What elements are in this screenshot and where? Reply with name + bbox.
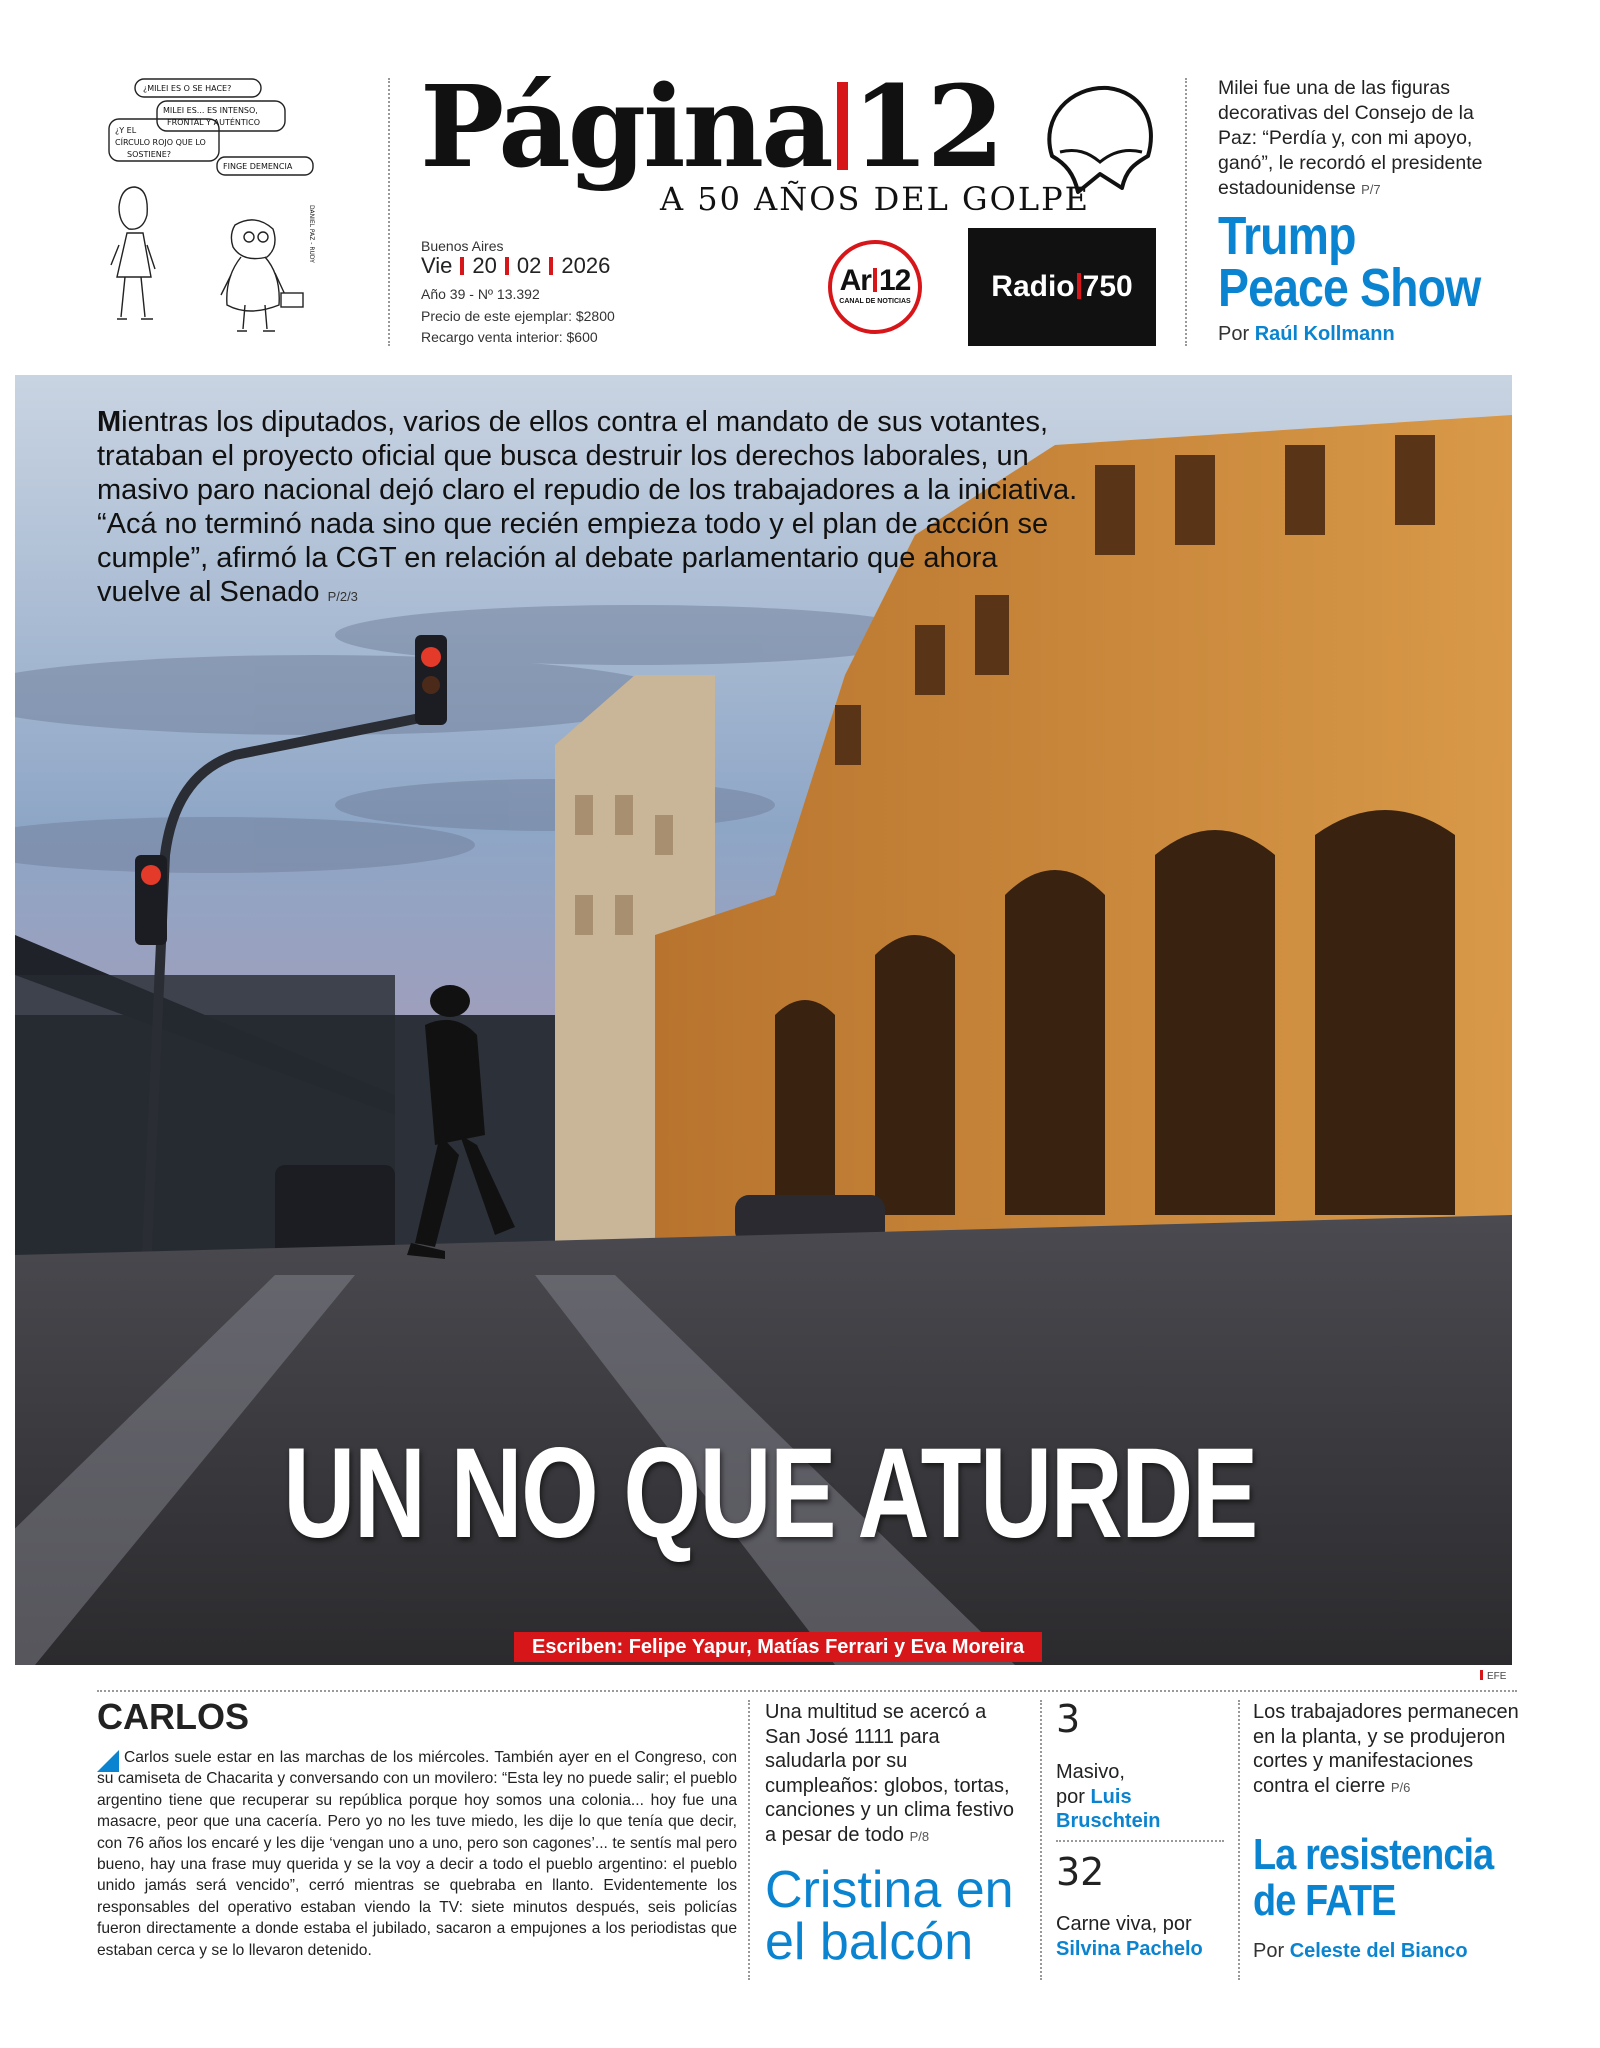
carlos-title[interactable]: CARLOS <box>97 1696 249 1737</box>
newspaper-logo[interactable] <box>420 62 1002 193</box>
comic-text: MILEI ES... ES INTENSO, <box>163 106 258 115</box>
trump-headline-line: Peace Show <box>1218 258 1481 318</box>
main-headline[interactable]: UN NO QUE ATURDE <box>283 1422 1257 1565</box>
cristina-text: Una multitud se acercó a San José 1111 para saludarla por su cumpleaños: globos, tortas, canciones y un clima festivo a pesar de todo <box>765 1701 1015 1846</box>
fate-headline[interactable] <box>1253 1832 1493 1924</box>
date-m: 02 <box>516 253 542 278</box>
carlos-text: Carlos suele estar en las marchas de los miércoles. También ayer en el Congreso, con su camiseta de Chacarita y conversando con un movilero: “Esta ley no puede salir; el pueblo argentino tiene que recuperar su república porque hoy somos una colonia... hoy fue una masacre, peor que una cacería. Pero yo no les tuve miedo, les dije lo que tenía que decir, con 76 años los encaré y les dije ‘vengan uno a uno, pero son cagones’... te sentís mal pero bueno, hay una frase muy querida y se la voy a decir a todo el pueblo argentino: el pueblo unido jamás será vencido”, cerró mientras se quebraba en llanto. Evidentemente los responsables del operativo estaban viendo la TV: siete minutos después, seis policías fueron directamente a donde estaba el jubilado, sacaron a empujones a los periodistas que estaban cerca y se lo llevaron detenido. <box>97 1749 737 1959</box>
date-separator <box>549 257 553 275</box>
brief-page-number: 3 <box>1056 1697 1081 1741</box>
date-y: 2026 <box>561 253 611 278</box>
tagline: A 50 AÑOS DEL GOLPE <box>660 180 1090 218</box>
trump-headline-line: Trump <box>1218 206 1356 266</box>
author-name: Celeste del Bianco <box>1289 1940 1468 1962</box>
ar12-name-b: 12 <box>878 264 911 297</box>
issue-price: Precio de este ejemplar: $2800 <box>421 308 615 324</box>
fate-summary <box>1253 1700 1523 1800</box>
radio-number: 750 <box>1082 270 1133 303</box>
column-divider <box>1185 78 1193 346</box>
comic-text: CÍRCULO ROJO QUE LO <box>115 138 206 147</box>
comic-text: SOSTIENE? <box>127 150 172 159</box>
logo-number: 12 <box>851 62 1002 193</box>
brief-page-number: 32 <box>1056 1850 1105 1894</box>
author-name: Raúl Kollmann <box>1254 323 1395 345</box>
cristina-summary <box>765 1700 1025 1850</box>
radio-name: Radio <box>991 270 1075 303</box>
fate-text: Los trabajadores permanecen en la planta, y se produjeron cortes y manifestaciones contra el cierre <box>1253 1701 1519 1797</box>
main-byline: Escriben: Felipe Yapur, Matías Ferrari y Eva Moreira <box>514 1632 1042 1662</box>
radio-bar <box>1077 273 1081 299</box>
trump-summary-text: Milei fue una de las figuras decorativas del Consejo de la Paz: “Perdía y, con mi apoyo, ganó”, le recordó el presidente estadounidense <box>1218 77 1483 199</box>
photo-credit: EFE <box>1480 1670 1506 1682</box>
issue-surcharge: Recargo venta interior: $600 <box>421 329 598 345</box>
carlos-body <box>97 1747 737 1961</box>
fate-headline-line: de FATE <box>1253 1876 1396 1925</box>
brief-divider <box>1056 1840 1224 1842</box>
comic-signature: DANIEL PAZ - RUDY <box>308 205 315 263</box>
ar12-name-a: Ar <box>839 264 871 297</box>
date-separator <box>505 257 509 275</box>
ar12-bar <box>873 268 877 292</box>
logo-bar <box>837 82 848 170</box>
date-d: 20 <box>472 253 497 278</box>
column-divider <box>388 78 396 346</box>
ar12-name <box>832 264 918 298</box>
brief-masivo[interactable] <box>1056 1760 1186 1834</box>
date-day: Vie <box>421 253 453 278</box>
cristina-page-ref: P/8 <box>909 1828 930 1844</box>
column-divider <box>1238 1700 1246 1980</box>
edition-date <box>421 253 611 278</box>
brief-carne-viva[interactable] <box>1056 1912 1236 1961</box>
main-story-lead <box>97 405 1087 614</box>
brief-title: Masivo, <box>1056 1761 1125 1783</box>
cristina-headline-line: Cristina en <box>765 1861 1014 1919</box>
column-divider <box>1040 1700 1048 1980</box>
issue-number: Año 39 - Nº 13.392 <box>421 286 540 302</box>
author-name: Silvina Pachelo <box>1056 1937 1203 1960</box>
cristina-headline[interactable] <box>765 1861 1014 1971</box>
trump-headline[interactable] <box>1218 206 1481 318</box>
lead-page-ref: P/2/3 <box>327 589 358 604</box>
author-name: Bruschtein <box>1056 1810 1161 1833</box>
trump-page-ref: P/7 <box>1361 182 1381 197</box>
comic-text: ¿Y EL <box>115 126 137 135</box>
lead-drop-letter: M <box>97 406 122 438</box>
edition-city: Buenos Aires <box>421 238 504 254</box>
ar12-subtitle: CANAL DE NOTICIAS <box>839 298 911 305</box>
fate-headline-line: La resistencia <box>1253 1830 1494 1879</box>
author-prefix: Por <box>1218 323 1250 345</box>
author-prefix: por <box>1056 1785 1085 1808</box>
fate-author <box>1253 1940 1468 1963</box>
ar12-channel-logo[interactable] <box>828 240 922 334</box>
author-prefix: Por <box>1253 1940 1285 1962</box>
fate-page-ref: P/6 <box>1390 1779 1411 1795</box>
radio-750-logo[interactable] <box>968 228 1156 346</box>
comic-text: FINGE DEMENCIA <box>223 162 293 171</box>
comic-text: ¿MILEI ES O SE HACE? <box>143 84 232 93</box>
brief-title: Carne viva, por <box>1056 1913 1192 1935</box>
column-divider <box>748 1700 756 1980</box>
cristina-headline-line: el balcón <box>765 1913 974 1971</box>
comic-strip <box>105 75 325 345</box>
date-separator <box>460 257 464 275</box>
author-name: Luis <box>1090 1785 1132 1808</box>
section-divider <box>97 1690 1517 1692</box>
trump-summary <box>1218 76 1518 202</box>
trump-author <box>1218 323 1395 346</box>
logo-text: Página <box>420 62 831 193</box>
lead-text: ientras los diputados, varios de ellos contra el mandato de sus votantes, trataban el proyecto oficial que busca destruir los derechos laborales, un masivo paro nacional dejó claro el repudio de los trabajadores a la iniciativa. “Acá no terminó nada sino que recién empieza todo y el plan de acción se cumple”, afirmó la CGT en relación al debate parlamentario que ahora vuelve al Senado <box>97 406 1078 608</box>
comic-text: FRONTAL Y AUTÉNTICO <box>167 118 260 127</box>
